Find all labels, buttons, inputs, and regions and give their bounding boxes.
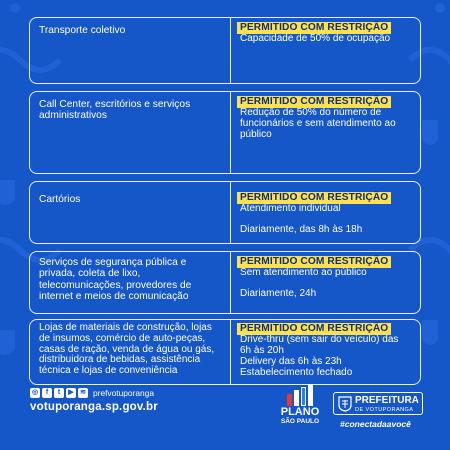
status-badge: PERMITIDO COM RESTRIÇÃO	[237, 323, 391, 335]
restriction-closed: Estabelecimento fechado	[240, 366, 353, 378]
row-card-lojas	[29, 319, 421, 385]
restriction-detail: Atendimento individual	[240, 203, 341, 214]
column-divider	[230, 182, 231, 243]
social-handle[interactable]: prefvotuporanga	[93, 388, 154, 398]
city-crest-icon	[338, 396, 352, 412]
status-badge: PERMITIDO COM RESTRIÇÃO	[237, 22, 391, 34]
plano-sao-paulo-logo	[271, 384, 329, 425]
row-card-call-center	[29, 91, 421, 174]
plano-bars-icon	[271, 384, 329, 406]
restriction-hours: Diariamente, das 8h às 18h	[240, 223, 363, 235]
activity-label: Serviços de segurança pública e privada, coleta de lixo, telecomunicações, provedores de internet e meios de comunicação	[39, 257, 192, 302]
column-divider	[230, 18, 231, 83]
restriction-detail: Sem atendimento ao público	[240, 267, 367, 278]
row-card-seguranca	[29, 251, 421, 314]
activity-label: Lojas de materiais de construção, lojas de insumos, comércio de auto-peças, casas de ração, venda de água ou gás, distribuidora de bebidas, assistência técnica e lojas de conveniência	[39, 322, 215, 377]
instagram-icon[interactable]: ◎	[31, 389, 39, 396]
youtube-icon[interactable]: ▶	[66, 388, 76, 398]
facebook-icon[interactable]: f	[42, 388, 52, 398]
plano-subtitle: SÃO PAULO	[280, 418, 320, 425]
activity-label: Transporte coletivo	[39, 25, 126, 36]
column-divider	[230, 92, 231, 173]
prefeitura-title: PREFEITURA	[355, 395, 419, 406]
prefeitura-subtitle: DE VOTUPORANGA	[355, 407, 414, 413]
social-links	[30, 388, 154, 398]
column-divider	[230, 320, 231, 384]
row-card-cartorios	[29, 181, 421, 244]
restriction-detail: Redução de 50% do número de funcionários e sem atendimento ao público	[240, 107, 396, 140]
website-link[interactable]: votuporanga.sp.gov.br	[30, 401, 158, 413]
restriction-detail: Capacidade de 50% de ocupação	[240, 33, 391, 44]
plano-title: PLANO	[280, 406, 320, 418]
status-badge: PERMITIDO COM RESTRIÇÃO	[237, 192, 391, 204]
status-badge: PERMITIDO COM RESTRIÇÃO	[237, 96, 391, 108]
restriction-detail: Drive-thru (sem sair do veículo) das 6h às 20h	[240, 334, 399, 356]
spotify-icon[interactable]: ≋	[78, 388, 88, 398]
campaign-tagline: #conectadaavocê	[340, 419, 411, 429]
twitter-icon[interactable]: t	[54, 388, 64, 398]
restriction-hours: Diariamente, 24h	[240, 287, 317, 299]
row-card-transporte	[29, 17, 421, 84]
prefeitura-logo	[333, 392, 423, 415]
column-divider	[230, 252, 231, 313]
status-badge: PERMITIDO COM RESTRIÇÃO	[237, 256, 391, 268]
activity-label: Call Center, escritórios e serviços administrativos	[39, 99, 191, 122]
restriction-delivery: Delivery das 6h às 23h	[240, 355, 342, 367]
activity-label: Cartórios	[39, 194, 81, 205]
